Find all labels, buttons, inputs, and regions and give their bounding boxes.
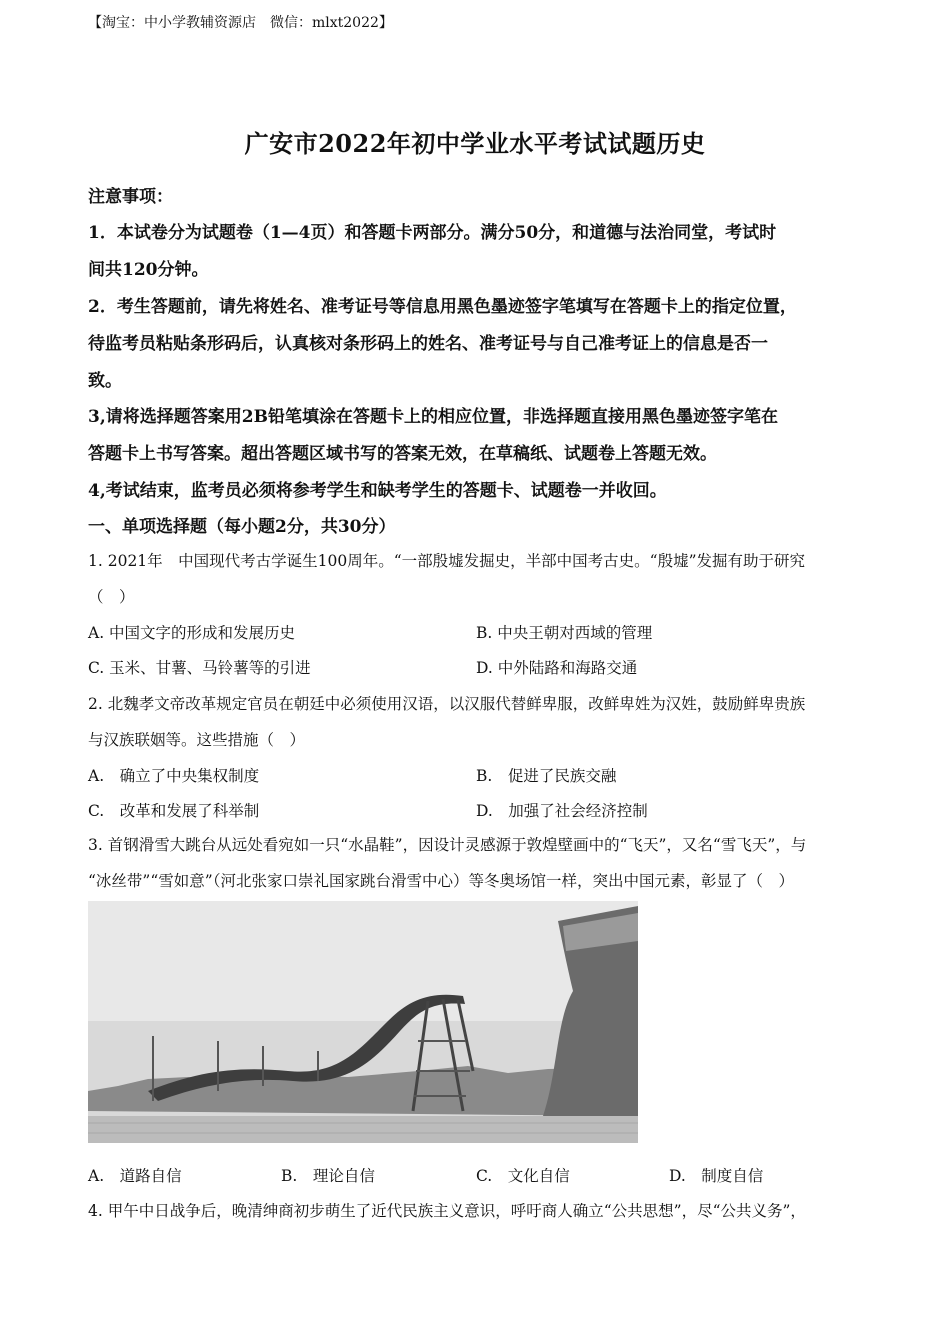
- question-2-text: 与汉族联姻等。这些措施（ ）: [88, 731, 306, 749]
- header-note: 【淘宝：中小学教辅资源店 微信：mlxt2022】: [88, 15, 393, 31]
- question-3-text: “冰丝带”“雪如意”（河北张家口崇礼国家跳台滑雪中心）等冬奥场馆一样，突出中国元素，彰显了（ ）: [88, 872, 794, 890]
- question-3-text: 3. 首钢滑雪大跳台从远处看宛如一只“水晶鞋”，因设计灵感源于敦煌壁画中的“飞天”，又名“雪飞天”，与: [88, 836, 807, 854]
- question-3-option-b: B. 理论自信: [281, 1167, 375, 1185]
- question-3-option-a: A. 道路自信: [88, 1167, 182, 1185]
- question-2-option-a: A. 确立了中央集权制度: [88, 767, 260, 785]
- question-2-option-c: C. 改革和发展了科举制: [88, 802, 260, 820]
- page-title: 广安市2022年初中学业水平考试试题历史: [244, 129, 706, 158]
- question-1-option-c: C. 玉米、甘薯、马铃薯等的引进: [88, 659, 311, 677]
- question-2-text: 2. 北魏孝文帝改革规定官员在朝廷中必须使用汉语，以汉服代替鲜卑服，改鲜卑姓为汉姓，鼓励鲜卑贵族: [88, 695, 806, 713]
- question-1-option-a: A. 中国文字的形成和发展历史: [88, 624, 296, 642]
- question-1-option-d: D. 中外陆路和海路交通: [476, 659, 638, 677]
- question-3-option-d: D. 制度自信: [669, 1167, 764, 1185]
- ski-jump-photo: [88, 901, 638, 1143]
- question-2-option-d: D. 加强了社会经济控制: [476, 802, 648, 820]
- question-3-option-c: C. 文化自信: [476, 1167, 570, 1185]
- notice-line: 答题卡上书写答案。超出答题区域书写的答案无效，在草稿纸、试题卷上答题无效。: [88, 444, 717, 464]
- question-4-text: 4. 甲午中日战争后，晚清绅商初步萌生了近代民族主义意识，呼吁商人确立“公共思想”，尽“公共义务”，: [88, 1202, 806, 1220]
- notice-line: 间共120分钟。: [88, 260, 209, 280]
- notice-line: 2．考生答题前，请先将姓名、准考证号等信息用黑色墨迹签字笔填写在答题卡上的指定位置，: [88, 297, 797, 317]
- section-title: 一、单项选择题（每小题2分，共30分）: [88, 517, 396, 537]
- notice-line: 3,请将选择题答案用2B铅笔填涂在答题卡上的相应位置，非选择题直接用黑色墨迹签字笔在: [88, 407, 778, 427]
- question-2-option-b: B. 促进了民族交融: [476, 767, 617, 785]
- question-1-option-b: B. 中央王朝对西域的管理: [476, 624, 653, 642]
- question-1-text: 1. 2021年 中国现代考古学诞生100周年。“一部殷墟发掘史，半部中国考古史。“殷墟”发掘有助于研究: [88, 552, 806, 570]
- notice-heading: 注意事项：: [88, 187, 173, 207]
- notice-line: 1．本试卷分为试题卷（1—4页）和答题卡两部分。满分50分，和道德与法治同堂，考试时: [88, 223, 777, 243]
- notice-line: 4,考试结束，监考员必须将参考学生和缺考学生的答题卡、试题卷一并收回。: [88, 481, 667, 501]
- question-1-text: （ ）: [88, 588, 135, 606]
- notice-line: 待监考员粘贴条形码后，认真核对条形码上的姓名、准考证号与自己准考证上的信息是否一: [88, 334, 768, 354]
- notice-line: 致。: [88, 371, 122, 391]
